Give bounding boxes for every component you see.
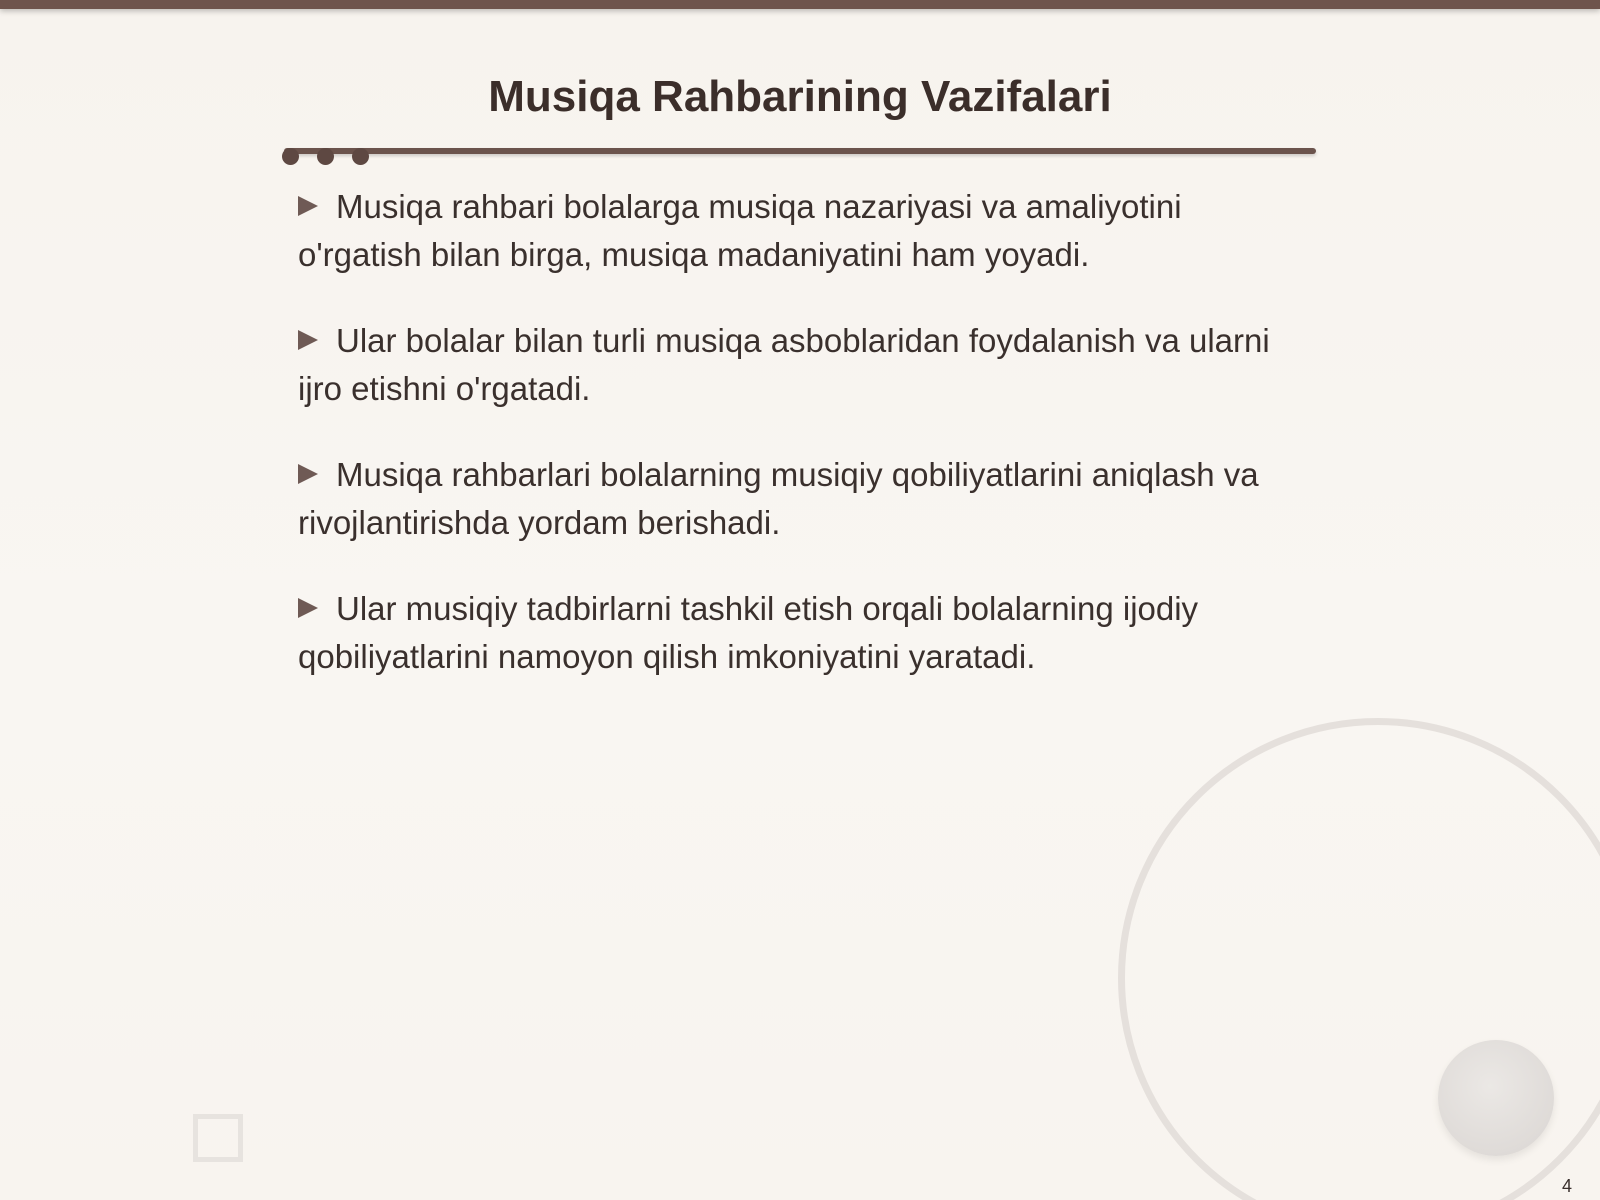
bullet-text: Ular bolalar bilan turli musiqa asboblaridan foydalanish va ularni ijro etishni o'rgatadi. xyxy=(298,322,1270,407)
triangle-right-icon xyxy=(298,464,318,484)
bullet-item xyxy=(298,317,1308,413)
triangle-right-icon xyxy=(298,196,318,216)
top-accent-bar xyxy=(0,0,1600,9)
page-number: 4 xyxy=(1561,1176,1572,1196)
triangle-right-icon xyxy=(298,330,318,350)
decorative-circle xyxy=(1438,1040,1554,1156)
slide-title: Musiqa Rahbarining Vazifalari xyxy=(488,72,1112,121)
bullet-item xyxy=(298,183,1308,279)
triangle-right-icon xyxy=(298,598,318,618)
bullet-text: Musiqa rahbari bolalarga musiqa nazariyasi va amaliyotini o'rgatish bilan birga, musiqa madaniyatini ham yoyadi. xyxy=(298,188,1182,273)
decorative-dot-icon xyxy=(282,148,299,165)
bullet-item xyxy=(298,585,1308,681)
decorative-dot-icon xyxy=(352,148,369,165)
title-underline xyxy=(284,148,1316,154)
decorative-dot-icon xyxy=(317,148,334,165)
bullet-text: Musiqa rahbarlari bolalarning musiqiy qobiliyatlarini aniqlash va rivojlantirishda yordam berishadi. xyxy=(298,456,1259,541)
bullet-text: Ular musiqiy tadbirlarni tashkil etish orqali bolalarning ijodiy qobiliyatlarini namoyon qilish imkoniyatini yaratadi. xyxy=(298,590,1199,675)
bullet-item xyxy=(298,451,1308,547)
bullet-list xyxy=(298,183,1308,719)
decorative-square xyxy=(193,1114,243,1162)
